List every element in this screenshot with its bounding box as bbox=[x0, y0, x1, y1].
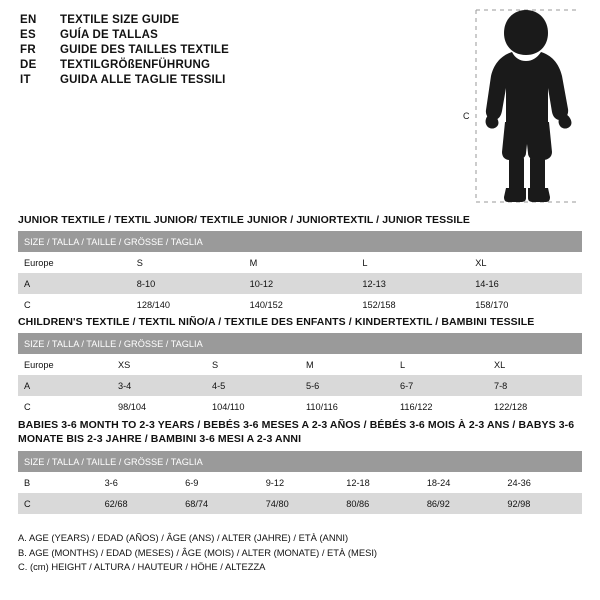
cell: M bbox=[300, 354, 394, 375]
table-header-row bbox=[18, 333, 582, 354]
cell: 140/152 bbox=[244, 294, 357, 315]
language-row bbox=[20, 59, 440, 71]
table-row bbox=[18, 273, 582, 294]
section-children-textile bbox=[18, 316, 582, 417]
cell: 158/170 bbox=[469, 294, 582, 315]
section-title: CHILDREN'S TEXTILE / TEXTIL NIÑO/A / TEXTILE DES ENFANTS / KINDERTEXTIL / BAMBINI TESSILE bbox=[18, 316, 535, 328]
row-label: C bbox=[18, 396, 112, 417]
junior-size-table bbox=[18, 231, 582, 315]
language-row bbox=[20, 14, 440, 26]
row-label: Europe bbox=[18, 354, 112, 375]
table-header-row bbox=[18, 231, 582, 252]
silhouette-icon bbox=[460, 6, 590, 206]
cell: 116/122 bbox=[394, 396, 488, 417]
cell: 152/158 bbox=[356, 294, 469, 315]
language-header bbox=[20, 14, 440, 89]
cell: 7-8 bbox=[488, 375, 582, 396]
row-label: A bbox=[18, 375, 112, 396]
language-row bbox=[20, 74, 440, 86]
child-silhouette-figure bbox=[460, 6, 590, 206]
cell: XL bbox=[488, 354, 582, 375]
cell: 6-7 bbox=[394, 375, 488, 396]
language-code: ES bbox=[20, 29, 36, 41]
size-header-label: SIZE / TALLA / TAILLE / GRÖSSE / TAGLIA bbox=[18, 231, 582, 252]
cell: 92/98 bbox=[501, 493, 582, 514]
table-row bbox=[18, 493, 582, 514]
table-row bbox=[18, 294, 582, 315]
cell: 9-12 bbox=[260, 472, 341, 493]
table-row bbox=[18, 396, 582, 417]
cell: 104/110 bbox=[206, 396, 300, 417]
table-row bbox=[18, 252, 582, 273]
language-title: GUIDA ALLE TAGLIE TESSILI bbox=[60, 74, 226, 86]
cell: 14-16 bbox=[469, 273, 582, 294]
cell: 98/104 bbox=[112, 396, 206, 417]
row-label: A bbox=[18, 273, 131, 294]
language-row bbox=[20, 29, 440, 41]
language-code: IT bbox=[20, 74, 31, 86]
cell: 24-36 bbox=[501, 472, 582, 493]
cell: 4-5 bbox=[206, 375, 300, 396]
section-babies-textile bbox=[18, 418, 582, 514]
row-label: C bbox=[18, 294, 131, 315]
legend-line-b: B. AGE (MONTHS) / EDAD (MESES) / ÂGE (MOIS) / ALTER (MONATE) / ETÀ (MESI) bbox=[18, 546, 378, 558]
cell: 8-10 bbox=[131, 273, 244, 294]
size-header-label: SIZE / TALLA / TAILLE / GRÖSSE / TAGLIA bbox=[18, 451, 582, 472]
legend-line-a: A. AGE (YEARS) / EDAD (AÑOS) / ÂGE (ANS) / ALTER (JAHRE) / ETÀ (ANNI) bbox=[18, 532, 349, 543]
legend-line-c: C. (cm) HEIGHT / ALTURA / HAUTEUR / HÖHE / ALTEZZA bbox=[18, 561, 266, 573]
cell: 68/74 bbox=[179, 493, 260, 514]
section-title: BABIES 3-6 MONTH TO 2-3 YEARS / BEBÉS 3-6 MESES A 2-3 AÑOS / BÉBÉS 3-6 MOIS À 2-3 ANS / BABYS 3-6 MONATE BIS 2-3 JAHRE / BAMBINI 3-6 MESI A 2-3 ANNI bbox=[18, 419, 575, 446]
measure-label-c: C bbox=[463, 111, 470, 121]
legend bbox=[18, 531, 582, 575]
cell: XS bbox=[112, 354, 206, 375]
language-code: EN bbox=[20, 14, 37, 26]
table-row bbox=[18, 354, 582, 375]
language-row bbox=[20, 44, 440, 56]
cell: 3-6 bbox=[99, 472, 180, 493]
toddler-body bbox=[486, 10, 572, 202]
cell: 5-6 bbox=[300, 375, 394, 396]
cell: 80/86 bbox=[340, 493, 421, 514]
language-code: DE bbox=[20, 59, 37, 71]
row-label: B bbox=[18, 472, 99, 493]
size-header-label: SIZE / TALLA / TAILLE / GRÖSSE / TAGLIA bbox=[18, 333, 582, 354]
language-code: FR bbox=[20, 44, 36, 56]
table-row bbox=[18, 472, 582, 493]
cell: 62/68 bbox=[99, 493, 180, 514]
cell: S bbox=[131, 252, 244, 273]
section-title: JUNIOR TEXTILE / TEXTIL JUNIOR/ TEXTILE JUNIOR / JUNIORTEXTIL / JUNIOR TESSILE bbox=[18, 214, 470, 226]
row-label: C bbox=[18, 493, 99, 514]
cell: 18-24 bbox=[421, 472, 502, 493]
cell: XL bbox=[469, 252, 582, 273]
row-label: Europe bbox=[18, 252, 131, 273]
cell: L bbox=[356, 252, 469, 273]
cell: 122/128 bbox=[488, 396, 582, 417]
cell: 110/116 bbox=[300, 396, 394, 417]
language-title: GUIDE DES TAILLES TEXTILE bbox=[60, 44, 229, 56]
table-header-row bbox=[18, 451, 582, 472]
language-title: TEXTILGRÖßENFÜHRUNG bbox=[60, 59, 211, 71]
cell: 12-13 bbox=[356, 273, 469, 294]
cell: 6-9 bbox=[179, 472, 260, 493]
cell: 12-18 bbox=[340, 472, 421, 493]
table-row bbox=[18, 375, 582, 396]
children-size-table bbox=[18, 333, 582, 417]
cell: M bbox=[244, 252, 357, 273]
cell: 86/92 bbox=[421, 493, 502, 514]
section-junior-textile bbox=[18, 214, 582, 315]
cell: 3-4 bbox=[112, 375, 206, 396]
babies-size-table bbox=[18, 451, 582, 514]
cell: 128/140 bbox=[131, 294, 244, 315]
language-title: TEXTILE SIZE GUIDE bbox=[60, 14, 180, 26]
language-title: GUÍA DE TALLAS bbox=[60, 29, 158, 41]
cell: L bbox=[394, 354, 488, 375]
cell: 10-12 bbox=[244, 273, 357, 294]
cell: 74/80 bbox=[260, 493, 341, 514]
cell: S bbox=[206, 354, 300, 375]
